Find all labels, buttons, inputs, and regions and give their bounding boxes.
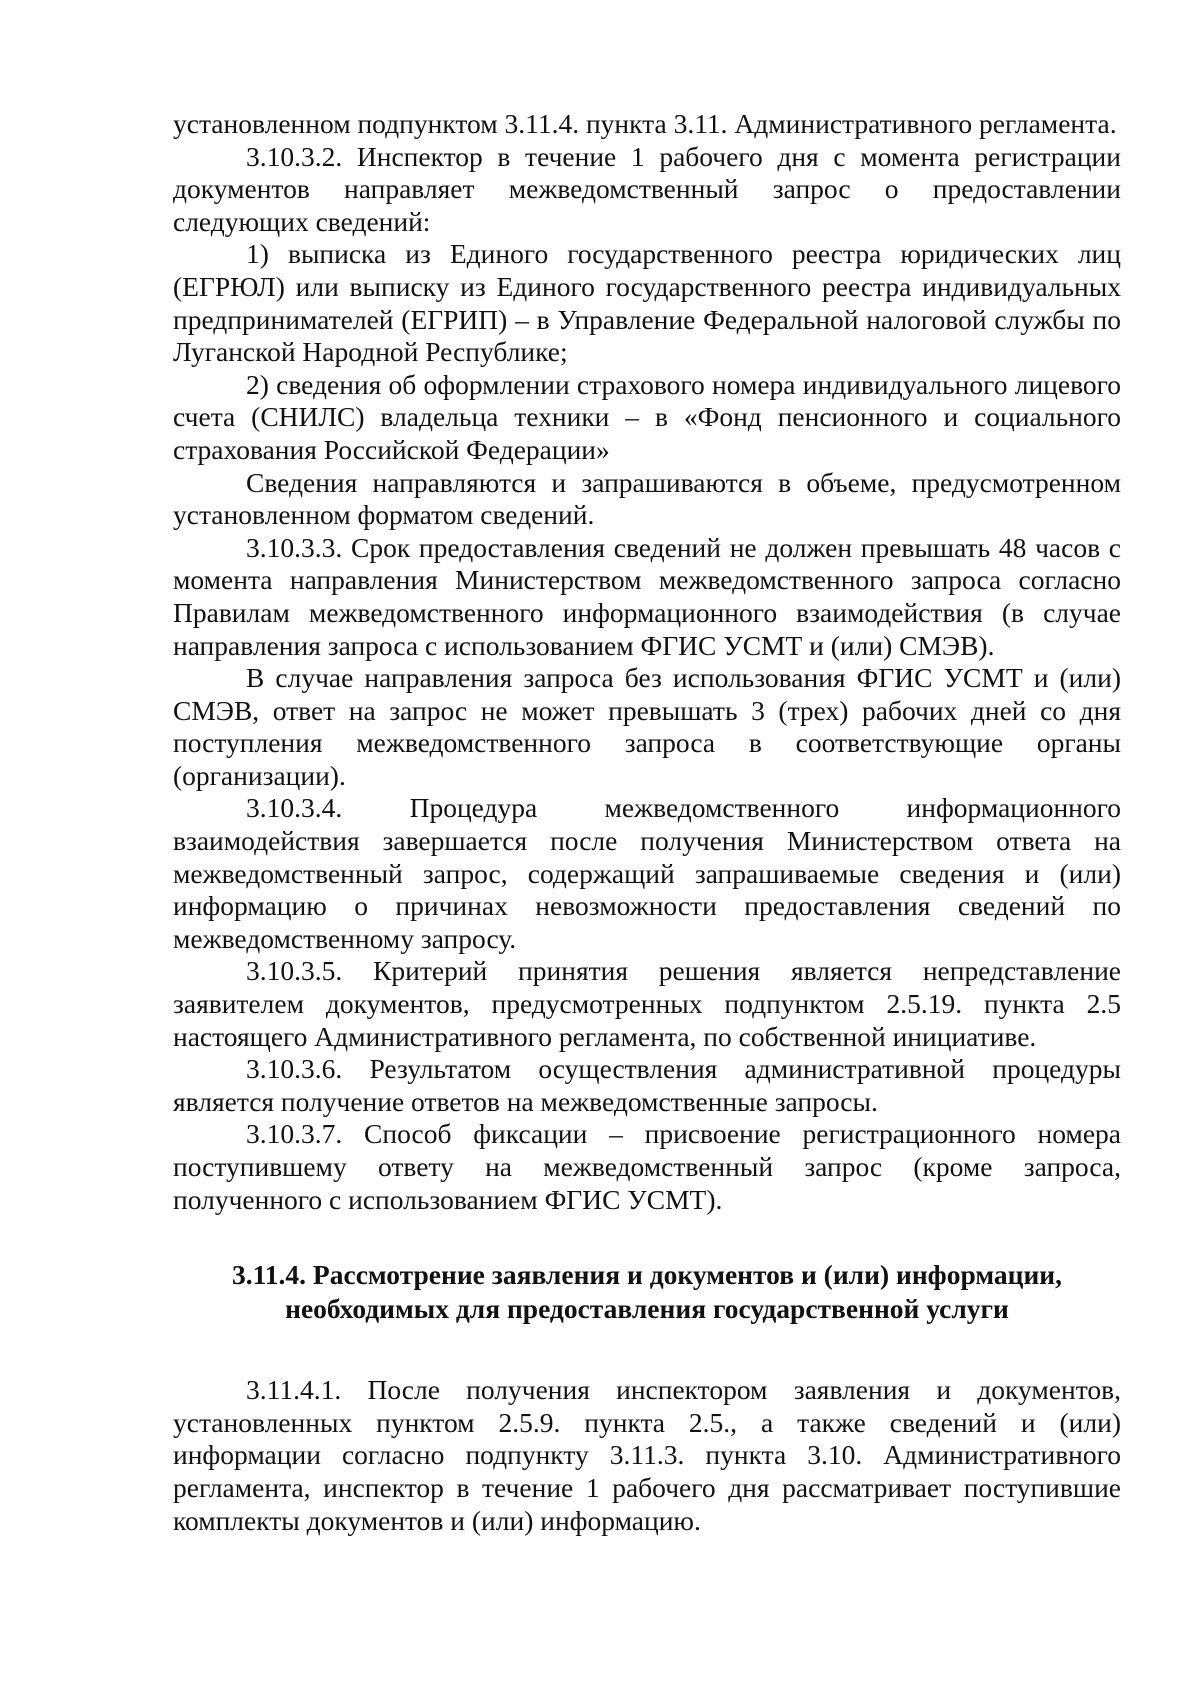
document-page <box>173 108 1121 1537</box>
section-heading-line-2: необходимых для предоставления государственной услуги <box>285 1293 1009 1325</box>
paragraph-3-10-3-4: 3.10.3.4. Процедура межведомственного информационного взаимодействия завершается после получения Министерством ответа на межведомственный запрос, содержащий запрашиваемые сведения и (или) информацию о причинах невозможности предоставления сведений по межведомственному запросу. <box>173 792 1121 954</box>
paragraph-without-fgis: В случае направления запроса без использования ФГИС УСМТ и (или) СМЭВ, ответ на запрос не может превышать 3 (трех) рабочих дней со дня поступления межведомственного запроса в соответствующие органы (организации). <box>173 662 1121 791</box>
paragraph-3-10-3-6: 3.10.3.6. Результатом осуществления административной процедуры является получение ответов на межведомственные запросы. <box>173 1053 1121 1117</box>
paragraph-3-10-3-2: 3.10.3.2. Инспектор в течение 1 рабочего дня с момента регистрации документов направляет межведомственный запрос о предоставлении следующих сведений: <box>173 140 1121 237</box>
paragraph-scope: Сведения направляются и запрашиваются в объеме, предусмотренном установленном форматом сведений. <box>173 466 1121 531</box>
paragraph-3-10-3-5: 3.10.3.5. Критерий принятия решения является непредставление заявителем документов, предусмотренных подпунктом 2.5.19. пункта 2.5 настоящего Административного регламента, по собственной инициативе. <box>173 955 1121 1052</box>
list-item-snils: 2) сведения об оформлении страхового номера индивидуального лицевого счета (СНИЛС) владельца техники – в «Фонд пенсионного и социального страхования Российской Федерации» <box>173 368 1121 465</box>
paragraph-3-11-4-1: 3.11.4.1. После получения инспектором заявления и документов, установленных пунктом 2.5.9. пункта 2.5., а также сведений и (или) информации согласно подпункту 3.11.3. пункта 3.10. Административного регламента, инспектор в течение 1 рабочего дня рассматривает поступившие комплекты документов и (или) информацию. <box>173 1374 1121 1536</box>
paragraph-3-10-3-7: 3.10.3.7. Способ фиксации – присвоение регистрационного номера поступившему ответу на межведомственный запрос (кроме запроса, полученного с использованием ФГИС УСМТ). <box>173 1118 1121 1215</box>
paragraph-continuation: установленном подпунктом 3.11.4. пункта 3.11. Административного регламента. <box>173 108 1117 139</box>
paragraph-3-10-3-3: 3.10.3.3. Срок предоставления сведений не должен превышать 48 часов с момента направления Министерством межведомственного запроса согласно Правилам межведомственного информационного взаимодействия (в случае направления запроса с использованием ФГИС УСМТ и (или) СМЭВ). <box>173 531 1121 661</box>
section-heading-line-1: 3.11.4. Рассмотрение заявления и документов и (или) информации, <box>231 1259 1063 1291</box>
list-item-egrul: 1) выписка из Единого государственного реестра юридических лиц (ЕГРЮЛ) или выписку из Единого государственного реестра индивидуальных предпринимателей (ЕГРИП) – в Управление Федеральной налоговой службы по Луганской Народной Республике; <box>173 238 1121 368</box>
section-heading-3-11-4 <box>173 1258 1121 1326</box>
